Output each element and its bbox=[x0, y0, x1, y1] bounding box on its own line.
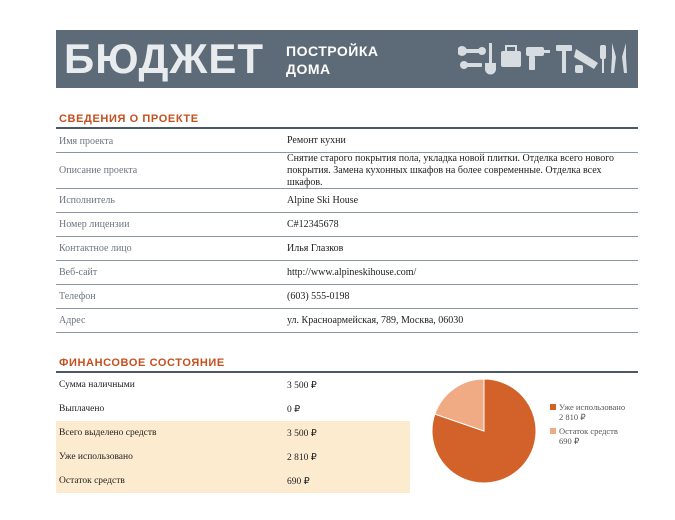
finance-row bbox=[56, 469, 410, 493]
finance-label: Сумма наличными bbox=[59, 380, 135, 390]
info-row bbox=[56, 213, 638, 237]
page-subtitle bbox=[286, 42, 379, 78]
info-label: Веб-сайт bbox=[59, 267, 98, 278]
legend-value: 690 ₽ bbox=[559, 436, 580, 446]
finance-label: Уже использовано bbox=[59, 452, 133, 462]
info-value: C#12345678 bbox=[287, 218, 339, 230]
project-section-heading: СВЕДЕНИЯ О ПРОЕКТЕ bbox=[59, 113, 199, 125]
plunger-icon bbox=[485, 43, 496, 75]
wrench-icon bbox=[458, 46, 486, 69]
subtitle-line-1: ПОСТРОЙКА bbox=[286, 43, 379, 59]
finance-value: 3 500 ₽ bbox=[287, 428, 317, 439]
info-row bbox=[56, 237, 638, 261]
finance-value: 3 500 ₽ bbox=[287, 380, 317, 391]
info-row bbox=[56, 285, 638, 309]
legend-swatch bbox=[550, 404, 556, 410]
header-banner bbox=[56, 30, 638, 88]
info-row bbox=[56, 309, 638, 333]
info-value: Снятие старого покрытия пола, укладка новой плитки. Отделка всего нового покрытия. Замена кухонных шкафов на более современные. Отделка всех шкафов. bbox=[287, 152, 615, 188]
legend-label: Уже использовано bbox=[559, 402, 626, 412]
finance-value: 0 ₽ bbox=[287, 404, 301, 415]
project-heading-rule bbox=[56, 127, 638, 129]
info-label: Телефон bbox=[59, 291, 96, 302]
tools-illustration bbox=[458, 39, 630, 79]
info-value: Илья Глазков bbox=[287, 242, 344, 254]
subtitle-line-2: ДОМА bbox=[286, 61, 331, 77]
info-row bbox=[56, 130, 638, 153]
info-value: Ремонт кухни bbox=[287, 135, 346, 146]
finance-row bbox=[56, 373, 410, 397]
legend-swatch bbox=[550, 428, 556, 434]
finance-value: 2 810 ₽ bbox=[287, 452, 317, 463]
finance-label: Всего выделено средств bbox=[59, 428, 157, 438]
info-value: ул. Красноармейская, 789, Москва, 06030 bbox=[287, 314, 464, 326]
saw-icon bbox=[574, 49, 598, 73]
pliers-icon bbox=[611, 43, 627, 73]
page-title: БЮДЖЕТ bbox=[64, 35, 265, 82]
info-label: Номер лицензии bbox=[59, 219, 130, 230]
finance-row bbox=[56, 421, 410, 445]
info-label: Описание проекта bbox=[59, 165, 138, 176]
finance-value: 690 ₽ bbox=[287, 476, 310, 487]
hammer-icon bbox=[556, 45, 572, 73]
info-row bbox=[56, 153, 638, 189]
finance-section-heading: ФИНАНСОВОЕ СОСТОЯНИЕ bbox=[59, 357, 225, 369]
finance-label: Остаток средств bbox=[59, 476, 125, 486]
screwdriver-icon bbox=[600, 45, 606, 73]
info-row bbox=[56, 261, 638, 285]
legend-value: 2 810 ₽ bbox=[559, 412, 586, 422]
info-value[interactable]: http://www.alpineskihouse.com/ bbox=[287, 266, 417, 278]
legend-label: Остаток средств bbox=[559, 426, 618, 436]
finance-row bbox=[56, 397, 410, 421]
finance-row bbox=[56, 445, 410, 469]
info-value: (603) 555-0198 bbox=[287, 290, 350, 302]
info-row bbox=[56, 189, 638, 213]
info-label: Контактное лицо bbox=[59, 243, 132, 254]
info-label: Имя проекта bbox=[59, 135, 114, 147]
info-label: Исполнитель bbox=[59, 195, 115, 206]
info-label: Адрес bbox=[59, 315, 86, 326]
finance-label: Выплачено bbox=[59, 404, 105, 414]
info-value: Alpine Ski House bbox=[287, 194, 359, 206]
drill-icon bbox=[526, 47, 550, 70]
budget-pie-chart bbox=[426, 376, 638, 486]
toolbox-icon bbox=[501, 46, 521, 67]
